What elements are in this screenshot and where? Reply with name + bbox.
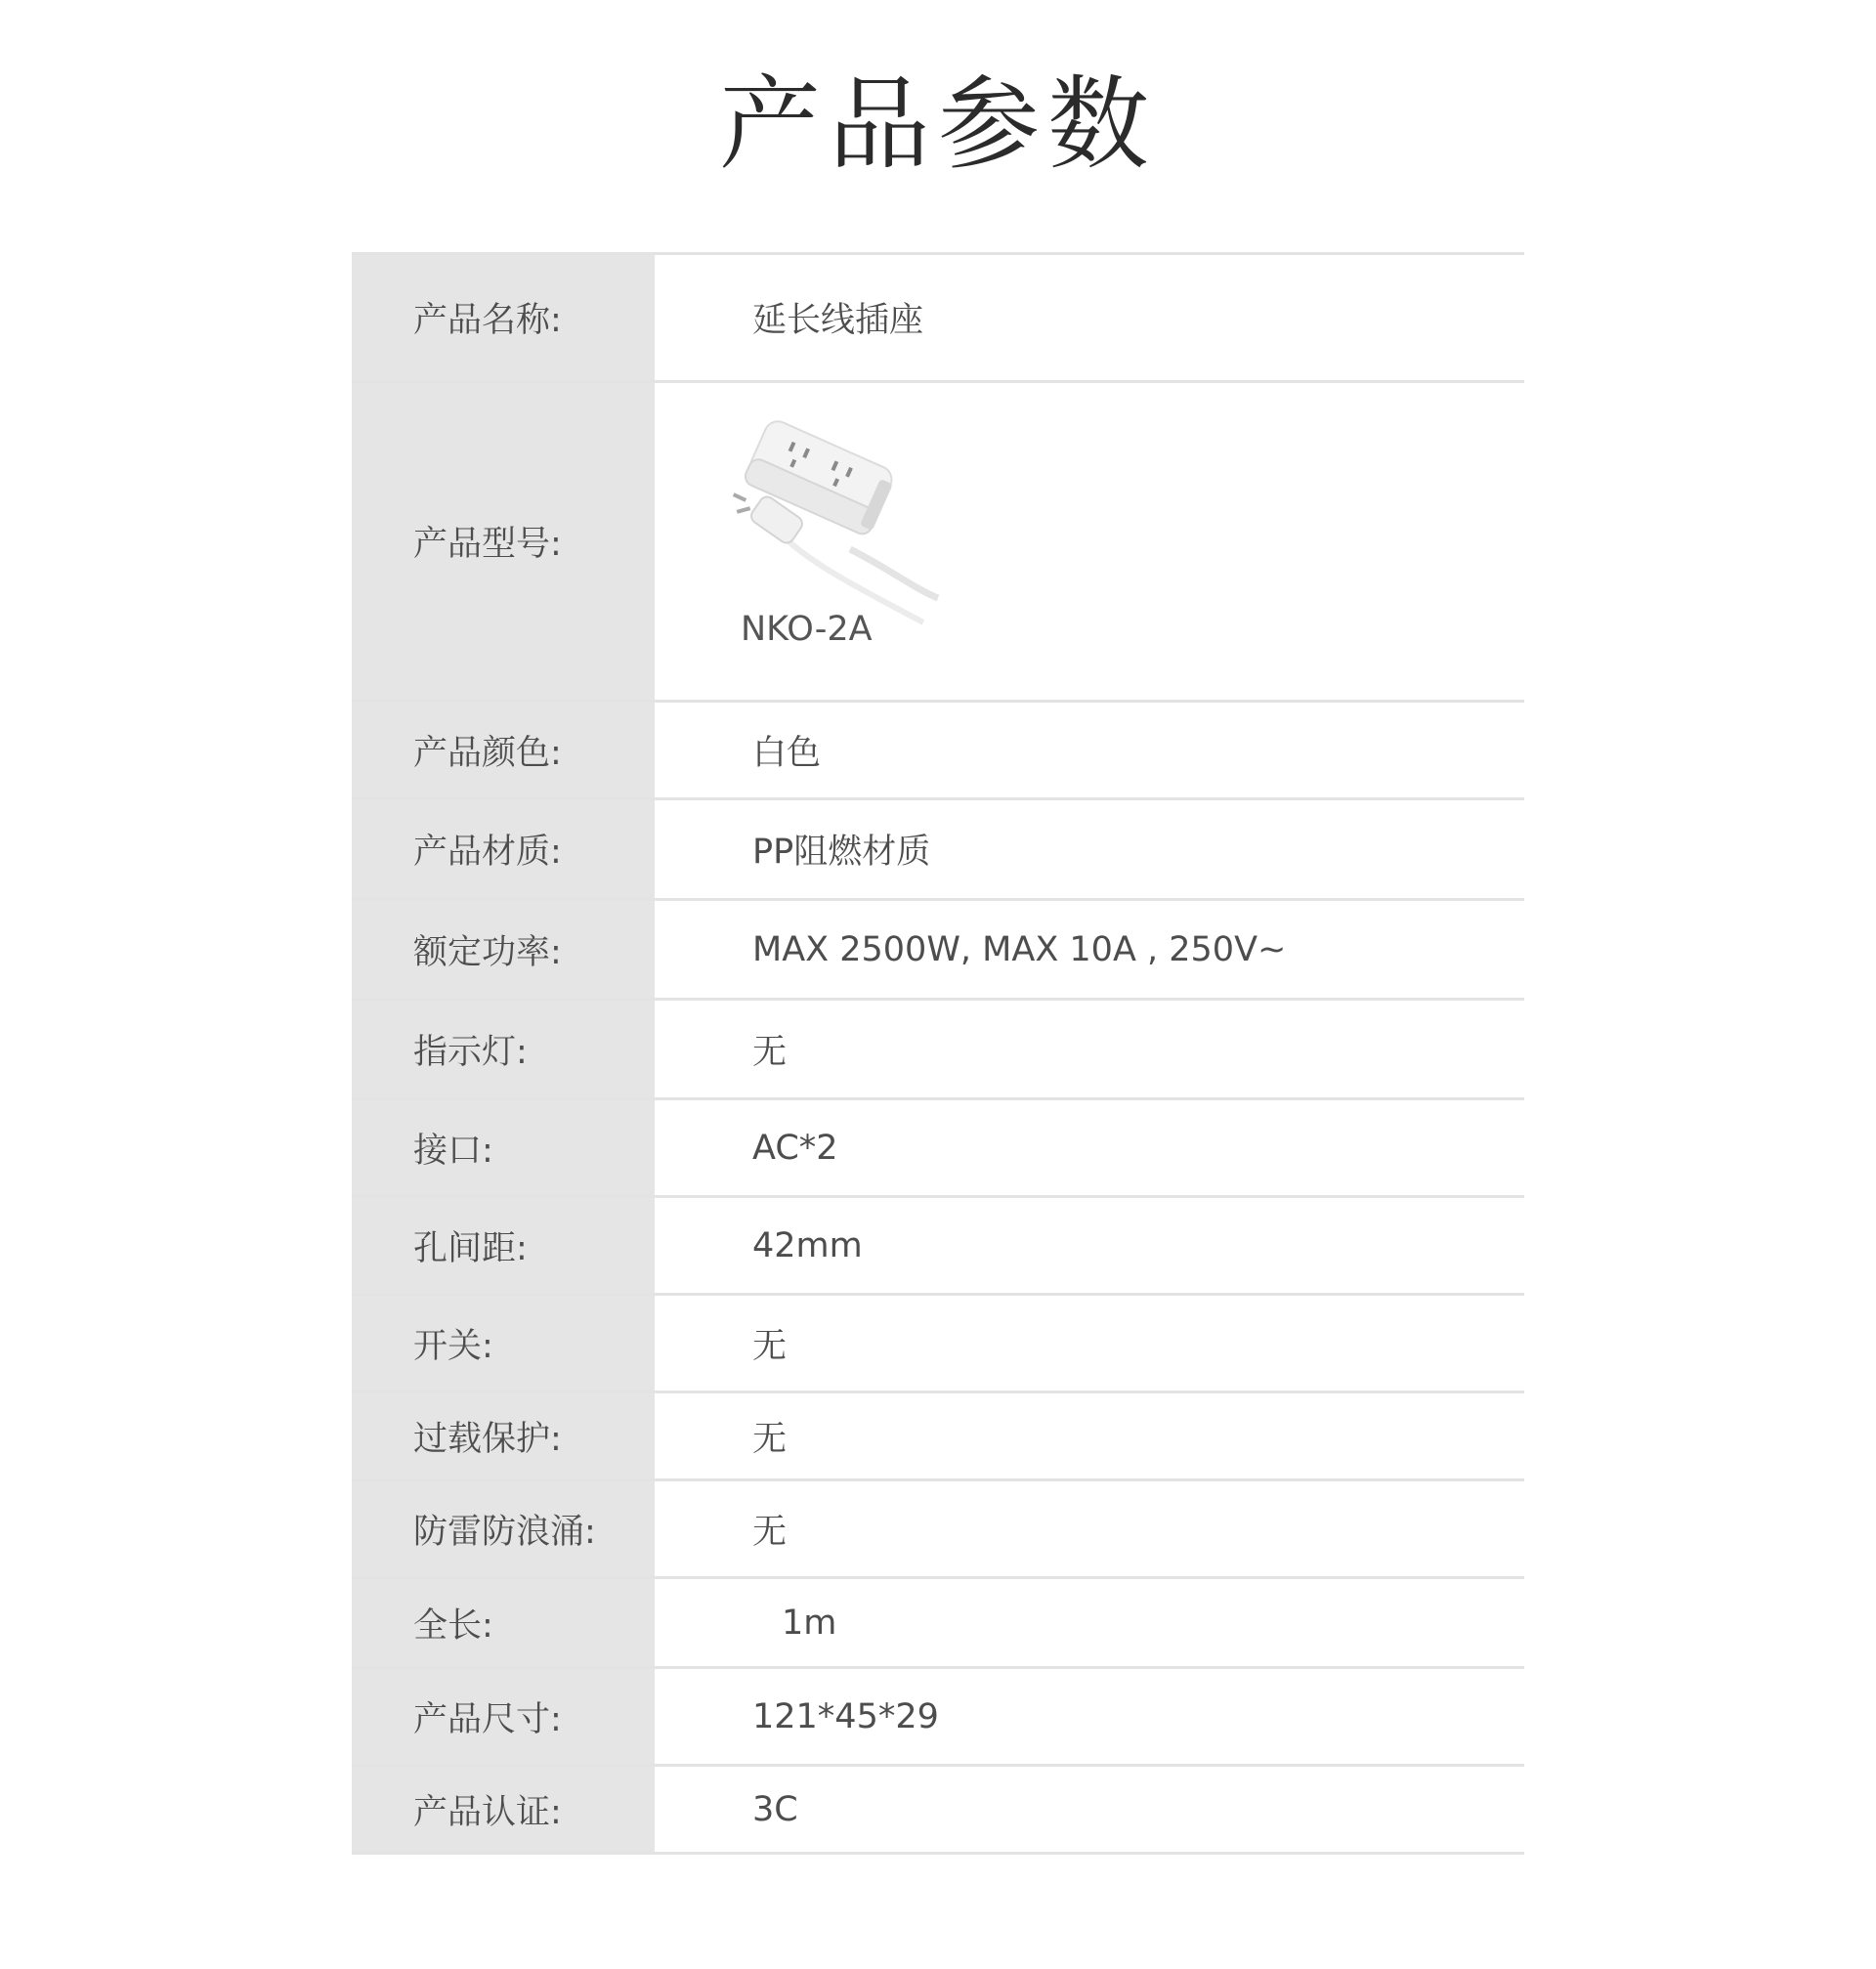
- spec-value: MAX 2500W, MAX 10A , 250V~: [752, 929, 1287, 969]
- spec-row-dimensions: [352, 1669, 1524, 1767]
- spec-label: 产品尺寸:: [352, 1669, 655, 1764]
- spec-row-length: [352, 1579, 1524, 1669]
- spec-label: 产品颜色:: [352, 703, 655, 797]
- spec-row-power: [352, 901, 1524, 1001]
- spec-row-certification: [352, 1767, 1524, 1855]
- spec-value: PP阻燃材质: [752, 833, 931, 872]
- spec-label: 过载保护:: [352, 1393, 655, 1478]
- spec-label: 开关:: [352, 1296, 655, 1391]
- page-title: 产品参数: [718, 64, 1157, 184]
- spec-value: 无: [752, 1419, 788, 1459]
- spec-row-surge: [352, 1481, 1524, 1579]
- spec-value: 1m: [782, 1603, 837, 1643]
- spec-row-indicator: [352, 1001, 1524, 1100]
- spec-label: 指示灯:: [352, 1001, 655, 1097]
- spec-row-interface: [352, 1100, 1524, 1198]
- spec-label: 额定功率:: [352, 901, 655, 998]
- spec-row-model: [352, 383, 1524, 703]
- power-strip-image: [704, 412, 958, 637]
- spec-value: AC*2: [752, 1128, 838, 1168]
- spec-label: 产品认证:: [352, 1767, 655, 1852]
- spec-value: 42mm: [752, 1225, 863, 1265]
- spec-label: 产品材质:: [352, 800, 655, 898]
- spec-label: 全长:: [352, 1579, 655, 1666]
- spec-label: 接口:: [352, 1100, 655, 1195]
- spec-row-color: [352, 703, 1524, 800]
- spec-label: 产品型号:: [352, 383, 655, 700]
- spec-label: 孔间距:: [352, 1198, 655, 1293]
- spec-value: 无: [752, 1512, 788, 1552]
- spec-value: 延长线插座: [752, 301, 924, 340]
- spec-value: 白色: [752, 733, 822, 773]
- spec-value: 3C: [752, 1789, 798, 1829]
- spec-label: 产品名称:: [352, 255, 655, 380]
- spec-row-overload: [352, 1393, 1524, 1481]
- spec-value: 121*45*29: [752, 1696, 939, 1736]
- spec-value: 无: [752, 1032, 788, 1072]
- spec-row-material: [352, 800, 1524, 901]
- spec-row-spacing: [352, 1198, 1524, 1296]
- spec-row-switch: [352, 1296, 1524, 1393]
- spec-row-name: [352, 255, 1524, 383]
- spec-label: 防雷防浪涌:: [352, 1481, 655, 1576]
- spec-table: [352, 252, 1524, 1855]
- model-code: NKO-2A: [741, 610, 873, 649]
- spec-value: 无: [752, 1326, 788, 1366]
- model-cell: [655, 383, 1524, 700]
